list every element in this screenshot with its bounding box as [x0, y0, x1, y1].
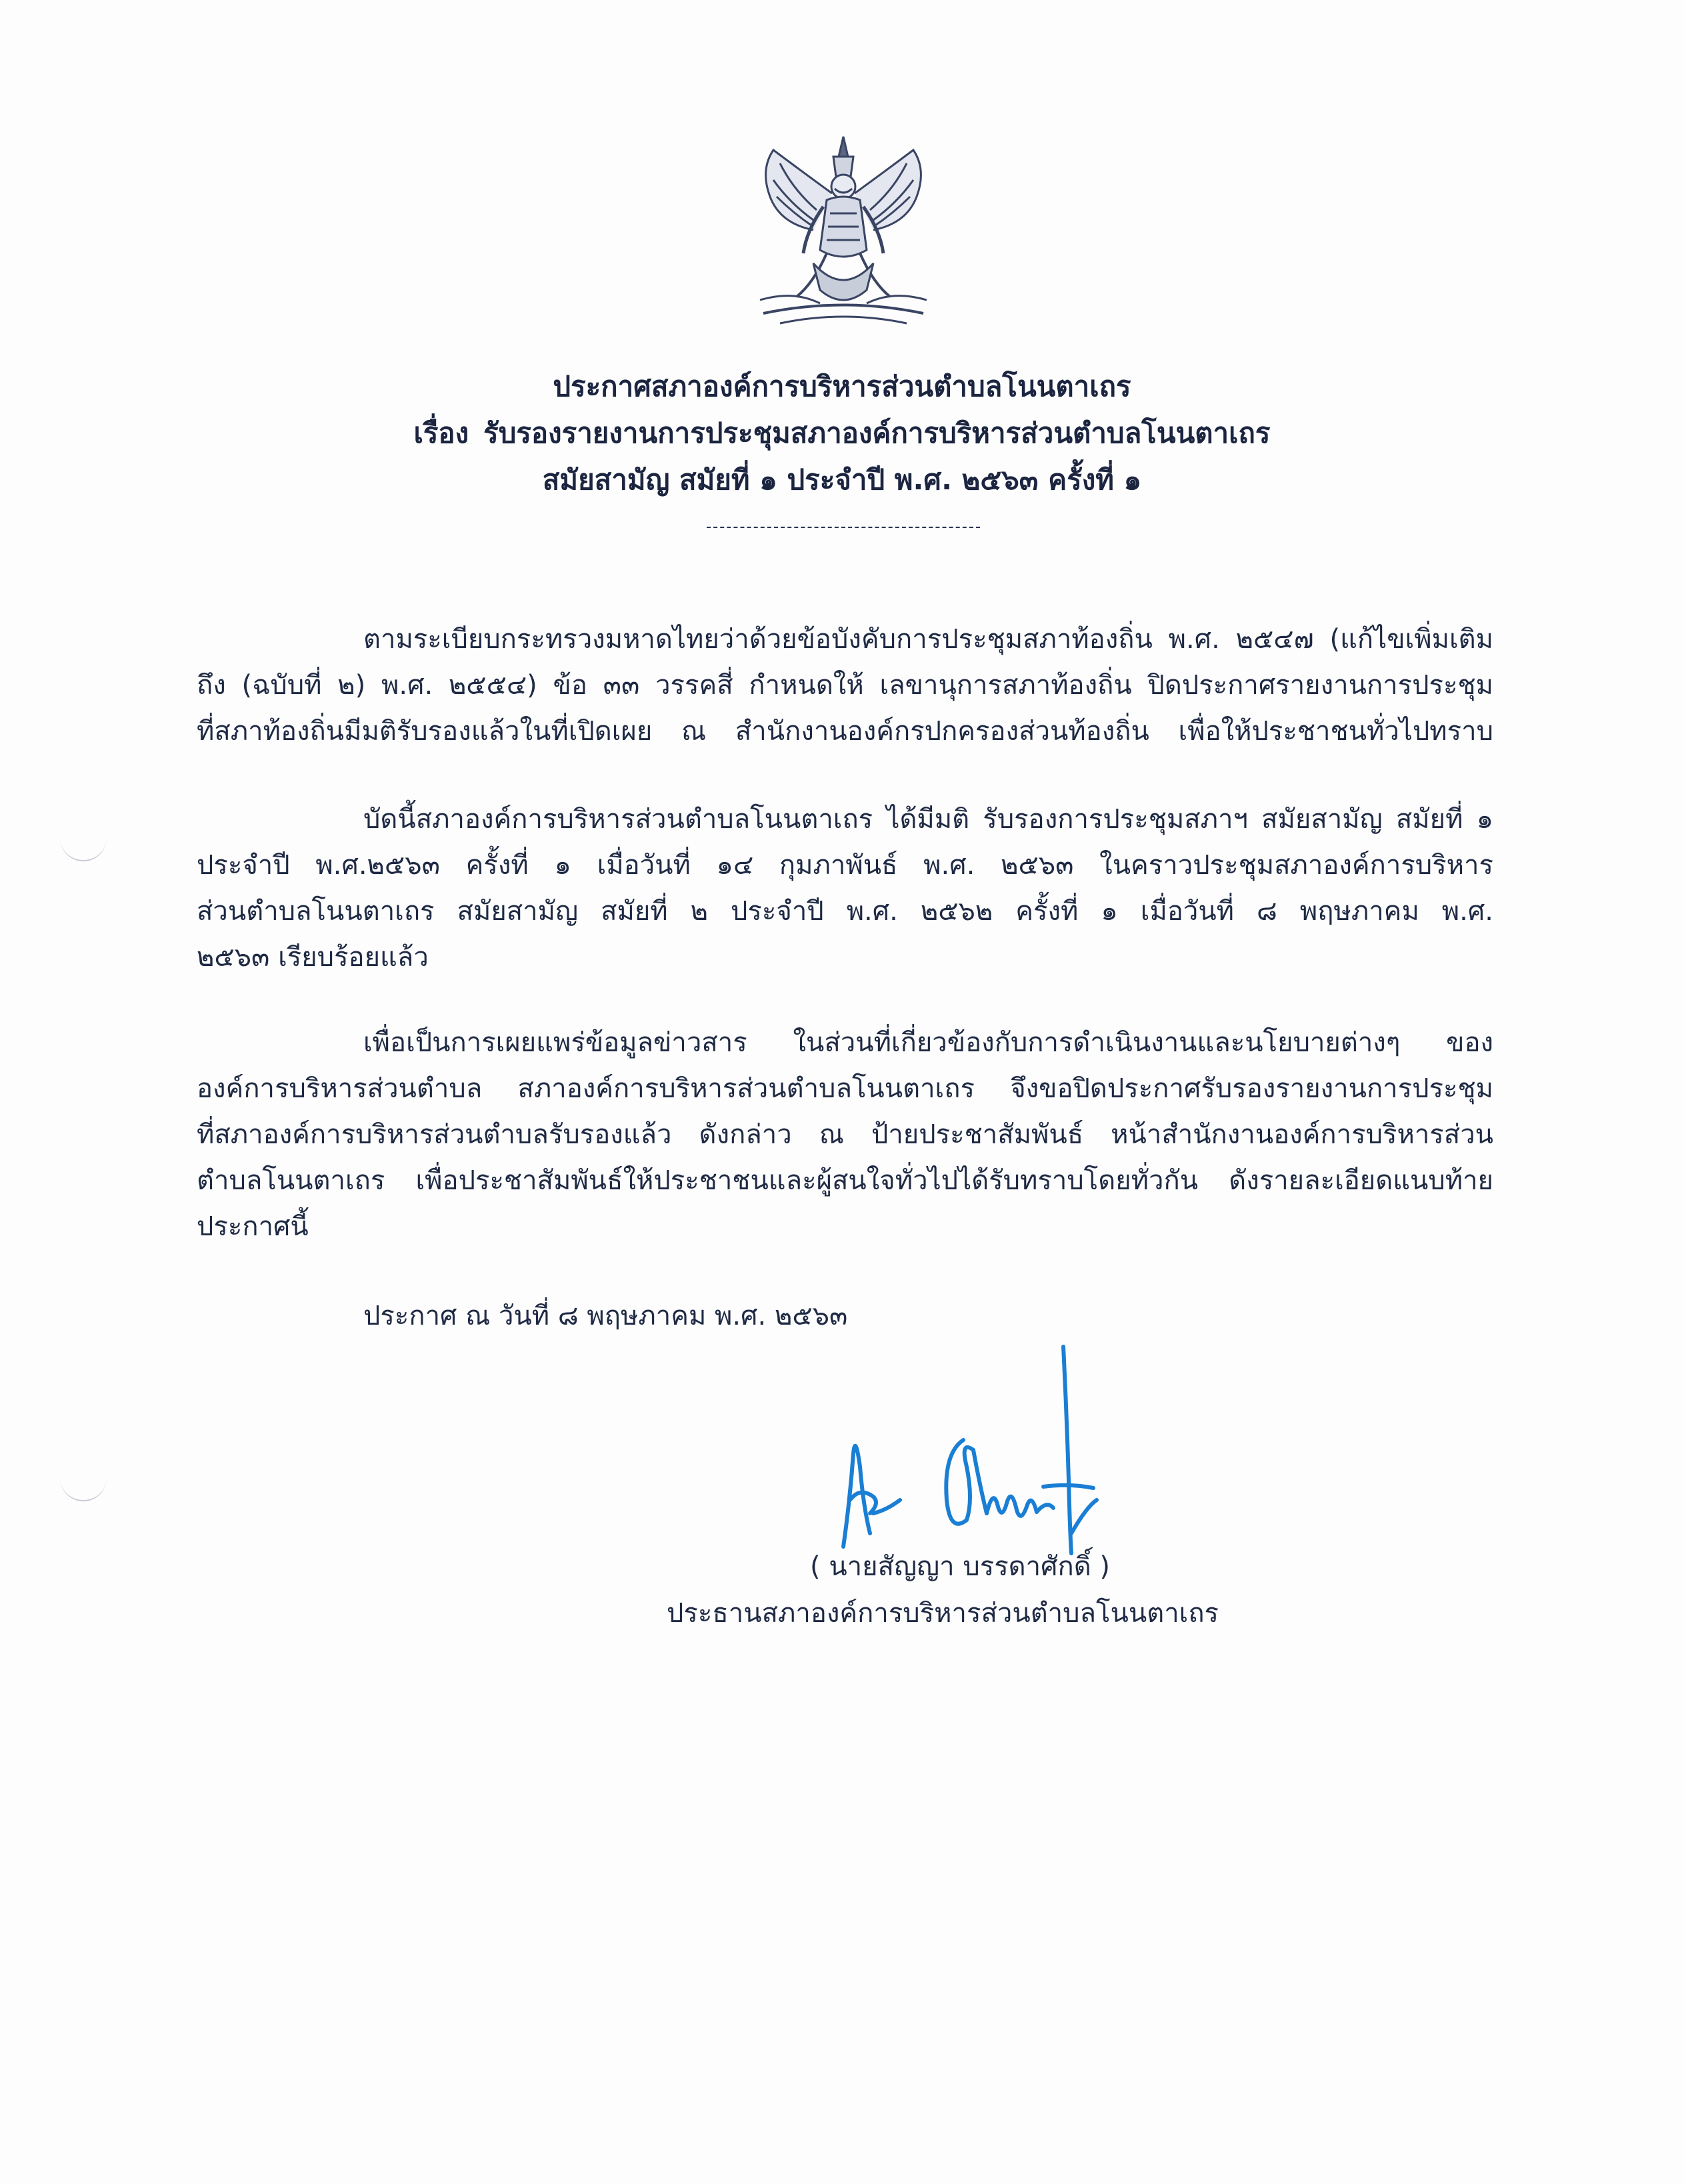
announcement-title	[0, 363, 1684, 503]
title-line-3: สมัยสามัญ สมัยที่ ๑ ประจำปี พ.ศ. ๒๕๖๓ ครั้งที่ ๑	[542, 463, 1142, 496]
paragraph-line: ที่สภาองค์การบริหารส่วนตำบลรับรองแล้ว ดังกล่าว ณ ป้ายประชาสัมพันธ์ หน้าสำนักงานองค์การบริหารส่วน	[197, 1119, 1493, 1150]
announcement-date: ประกาศ ณ วันที่ ๘ พฤษภาคม พ.ศ. ๒๕๖๓	[363, 1301, 848, 1331]
garuda-emblem-icon	[733, 130, 953, 330]
paragraph-line: ประจำปี พ.ศ.๒๕๖๓ ครั้งที่ ๑ เมื่อวันที่ ๑๔ กุมภาพันธ์ พ.ศ. ๒๕๖๓ ในคราวประชุมสภาองค์การบริหาร	[197, 850, 1493, 881]
punch-hole-mark	[60, 827, 107, 861]
body-paragraph-3	[197, 1020, 1493, 1250]
body-paragraph-1	[197, 617, 1493, 755]
signer-name: ( นายสัญญา บรรดาศักดิ์ )	[810, 1551, 1111, 1582]
paragraph-line: บัดนี้สภาองค์การบริหารส่วนตำบลโนนตาเถร ได้มีมติ รับรองการประชุมสภาฯ สมัยสามัญ สมัยที่ ๑	[363, 804, 1493, 835]
handwritten-signature-icon	[823, 1333, 1143, 1560]
subject-text: รับรองรายงานการประชุมสภาองค์การบริหารส่วนตำบลโนนตาเถร	[483, 417, 1271, 449]
punch-hole-mark	[60, 1467, 107, 1501]
paragraph-line: ตำบลโนนตาเถร เพื่อประชาสัมพันธ์ให้ประชาชนและผู้สนใจทั่วไปได้รับทราบโดยทั่วกัน ดังรายละเอียดแนบท้าย	[197, 1165, 1493, 1196]
body-paragraph-2	[197, 797, 1493, 981]
paragraph-line: เพื่อเป็นการเผยแพร่ข้อมูลข่าวสาร ในส่วนที่เกี่ยวข้องกับการดำเนินงานและนโยบายต่างๆ ของ	[363, 1027, 1493, 1058]
subject-label: เรื่อง	[413, 417, 469, 449]
paragraph-line: ประกาศนี้	[197, 1211, 309, 1242]
title-divider	[707, 527, 980, 528]
paragraph-line: ที่สภาท้องถิ่นมีมติรับรองแล้วในที่เปิดเผย ณ สำนักงานองค์กรปกครองส่วนท้องถิ่น เพื่อให้ประชาชนทั่วไปทราบ	[197, 716, 1493, 747]
paragraph-line: ๒๕๖๓ เรียบร้อยแล้ว	[197, 942, 429, 973]
signer-position: ประธานสภาองค์การบริหารส่วนตำบลโนนตาเถร	[667, 1598, 1219, 1629]
paragraph-line: ตามระเบียบกระทรวงมหาดไทยว่าด้วยข้อบังคับการประชุมสภาท้องถิ่น พ.ศ. ๒๕๔๗ (แก้ไขเพิ่มเติม	[363, 624, 1493, 655]
paragraph-line: องค์การบริหารส่วนตำบล สภาองค์การบริหารส่วนตำบลโนนตาเถร จึงขอปิดประกาศรับรองรายงานการประชุม	[197, 1073, 1493, 1104]
title-line-2	[0, 410, 1684, 457]
paragraph-line: ส่วนตำบลโนนตาเถร สมัยสามัญ สมัยที่ ๒ ประจำปี พ.ศ. ๒๕๖๒ ครั้งที่ ๑ เมื่อวันที่ ๘ พฤษภาคม พ.ศ.	[197, 896, 1493, 927]
paragraph-line: ถึง (ฉบับที่ ๒) พ.ศ. ๒๕๕๔) ข้อ ๓๓ วรรคสี่ กำหนดให้ เลขานุการสภาท้องถิ่น ปิดประกาศรายงานการประชุม	[197, 670, 1493, 701]
title-line-1: ประกาศสภาองค์การบริหารส่วนตำบลโนนตาเถร	[553, 370, 1131, 403]
